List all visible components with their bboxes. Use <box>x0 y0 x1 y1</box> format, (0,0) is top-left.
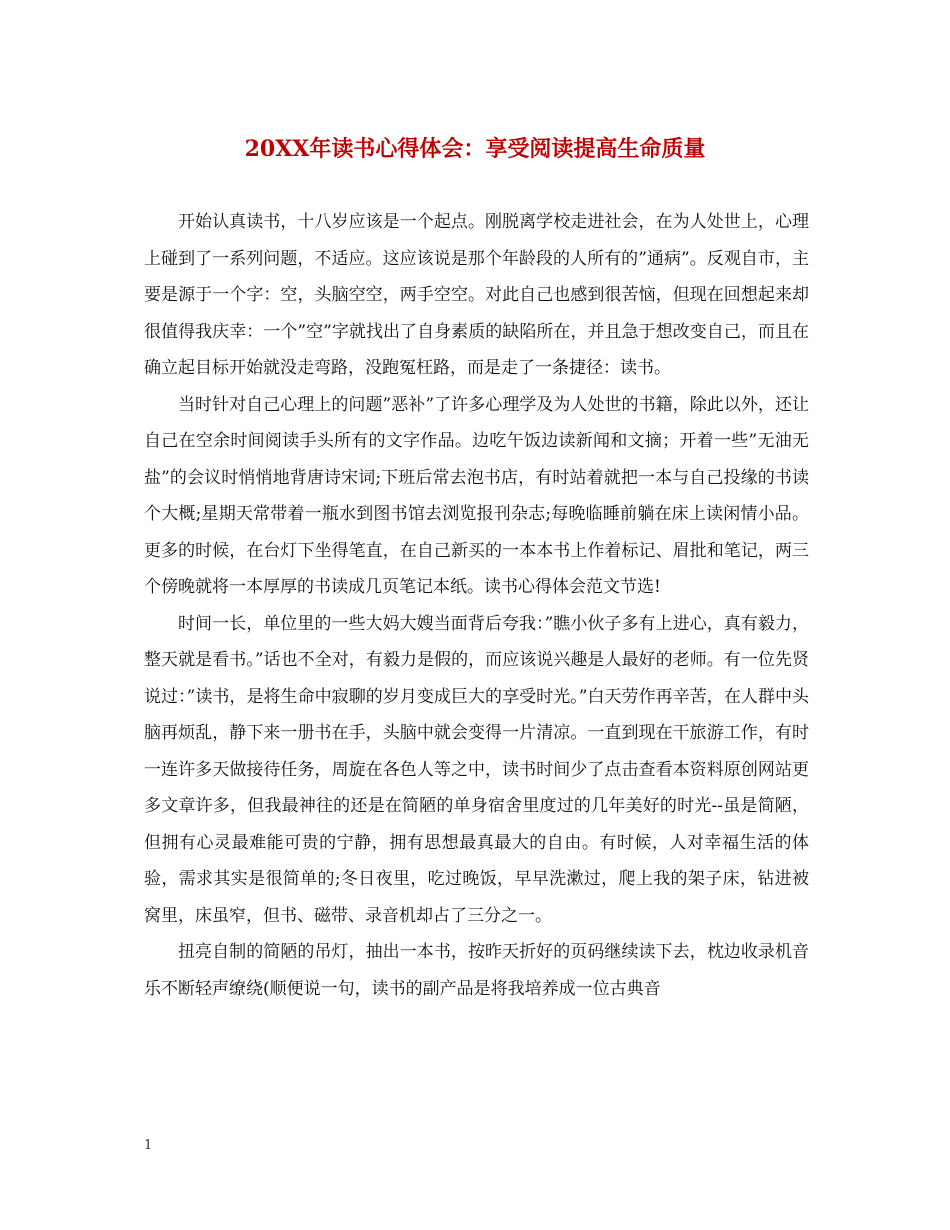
document-body <box>144 204 809 1007</box>
paragraph-4: 扭亮自制的简陋的吊灯，抽出一本书，按昨天折好的页码继续读下去，枕边收录机音乐不断轻声缭绕(顺便说一句，读书的副产品是将我培养成一位古典音 <box>144 942 809 999</box>
page-number: 1 <box>144 1138 153 1153</box>
document-title: 20XX年读书心得体会：享受阅读提高生命质量 <box>244 136 706 162</box>
paragraph-1: 开始认真读书，十八岁应该是一个起点。刚脱离学校走进社会，在为人处世上，心理上碰到了一系列问题，不适应。这应该说是那个年龄段的人所有的”通病”。反观自市，主要是源于一个字：空，头脑空空，两手空空。对此自己也感到很苦恼，但现在回想起来却很值得我庆幸：一个”空”字就找出了自身素质的缺陷所在，并且急于想改变自己，而且在确立起目标开始就没走弯路，没跑冤枉路，而是走了一条捷径：读书。 <box>144 212 809 378</box>
paragraph-2: 当时针对自己心理上的问题”恶补”了许多心理学及为人处世的书籍，除此以外，还让自己在空余时间阅读手头所有的文字作品。边吃午饭边读新闻和文摘；开着一些”无油无盐”的会议时悄悄地背唐诗宋词;下班后常去泡书店，有时站着就把一本与自己投缘的书读个大概;星期天常带着一瓶水到图书馆去浏览报刊杂志;每晚临睡前躺在床上读闲情小品。更多的时候，在台灯下坐得笔直，在自己新买的一本本书上作着标记、眉批和笔记，两三个傍晚就将一本厚厚的书读成几页笔记本纸。读书心得体会范文节选! <box>144 394 809 597</box>
paragraph-3: 时间一长，单位里的一些大妈大嫂当面背后夸我：”瞧小伙子多有上进心，真有毅力，整天就是看书。”话也不全对，有毅力是假的，而应该说兴趣是人最好的老师。有一位先贤说过：”读书，是将生命中寂聊的岁月变成巨大的享受时光。”白天劳作再辛苦，在人群中头脑再烦乱，静下来一册书在手，头脑中就会变得一片清凉。一直到现在干旅游工作，有时一连许多天做接待任务，周旋在各色人等之中，读书时间少了点击查看本资料原创网站更多文章许多，但我最神往的还是在简陋的单身宿舍里度过的几年美好的时光--虽是简陋，但拥有心灵最难能可贵的宁静，拥有思想最真最大的自由。有时候，人对幸福生活的体验，需求其实是很简单的;冬日夜里，吃过晚饭，早早洗漱过，爬上我的架子床，钻进被窝里，床虽窄，但书、磁带、录音机却占了三分之一。 <box>144 613 809 926</box>
